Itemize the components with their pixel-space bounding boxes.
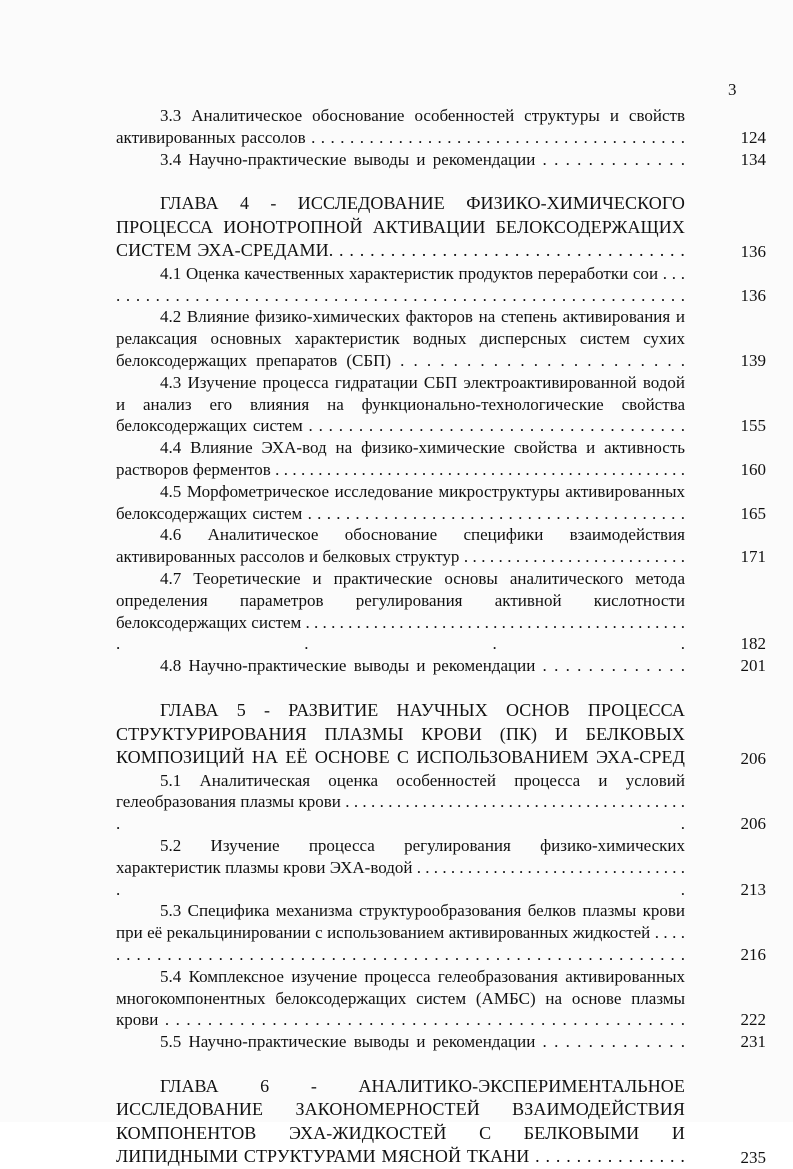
toc-entry-page: 213 <box>740 879 766 899</box>
toc-chapter-4 <box>116 192 766 263</box>
toc-entry-title: 4.2 Влияние физико-химических факторов на степень активирования и релаксация основных характеристик водных дисперсных систем сухих белоксодержащих препаратов (СБП) . . . . . . . . . . . . . . . . . . . . . . <box>116 307 685 371</box>
toc-entry-title: 5.4 Комплексное изучение процесса гелеобразования активированных многокомпонентных белоксодержащих систем (АМБС) на основе плазмы крови . . . . . . . . . . . . . . . . . . . . . . . . . . . . . . . . . . . . . . . . . . . . . . . . . <box>116 966 685 1030</box>
toc-entry-page: 182 <box>740 634 766 654</box>
toc-entry-page: 165 <box>740 503 766 523</box>
toc-entry-title: 3.3 Аналитическое обоснование особенностей структуры и свойств активированных рассолов . . . . . . . . . . . . . . . . . . . . . . . . . . . . . . . . . . . . . . . <box>116 106 685 147</box>
toc-chapter-5 <box>116 699 766 770</box>
toc-entry-title: 4.1 Оценка качественных характеристик продуктов переработки сои . . . . . . . . . . . . . . . . . . . . . . . . . . . . . . . . . . . . . . . . . . . . . . . . . . . . . . . . . . . . . <box>116 263 685 305</box>
toc-chapter-title: ГЛАВА 4 - ИССЛЕДОВАНИЕ ФИЗИКО-ХИМИЧЕСКОГО ПРОЦЕССА ИОНОТРОПНОЙ АКТИВАЦИИ БЕЛОКСОДЕРЖАЩИХ СИСТЕМ ЭХА-СРЕДАМИ. . . . . . . . . . . . . . . . . . . . . . . . . . . . . . . . . . . <box>116 193 685 261</box>
toc-entry-page: 134 <box>740 149 766 169</box>
toc-entry-5-5 <box>116 1031 766 1053</box>
toc-entry-4-6 <box>116 524 766 568</box>
toc-entry-4-3 <box>116 372 766 437</box>
toc-entry-4-2 <box>116 306 766 371</box>
toc-entry-title: 5.5 Научно-практические выводы и рекомендации . . . . . . . . . . . . . <box>160 1032 685 1052</box>
toc-entry-title: 4.8 Научно-практические выводы и рекомендации . . . . . . . . . . . . . <box>160 656 685 676</box>
toc-entry-page: 136 <box>740 242 766 262</box>
toc-entry-page: 206 <box>740 814 766 834</box>
toc-entry-page: 235 <box>740 1148 766 1168</box>
toc-entry-4-1 <box>116 263 766 307</box>
toc-chapter-title: ГЛАВА 6 - АНАЛИТИКО-ЭКСПЕРИМЕНТАЛЬНОЕ ИССЛЕДОВАНИЕ ЗАКОНОМЕРНОСТЕЙ ВЗАИМОДЕЙСТВИЯ КОМПОНЕНТОВ ЭХА-ЖИДКОСТЕЙ С БЕЛКОВЫМИ И ЛИПИДНЫМИ СТРУКТУРАМИ МЯСНОЙ ТКАНИ . . . . . . . . . . . . . . . <box>116 1075 685 1167</box>
toc-entry-5-3 <box>116 900 766 965</box>
toc-entry-5-1 <box>116 770 766 835</box>
toc-entry-5-4 <box>116 966 766 1031</box>
toc-entry-3-3 <box>116 105 766 149</box>
table-of-contents <box>116 105 766 1169</box>
toc-entry-page: 201 <box>740 656 766 676</box>
toc-entry-title: 4.4 Влияние ЭХА-вод на физико-химические свойства и активность растворов ферментов . . . . . . . . . . . . . . . . . . . . . . . . . . . . . . . . . . . . . . . . . . . . . . . . <box>116 438 685 480</box>
toc-entry-page: 160 <box>740 460 766 480</box>
toc-entry-4-7 <box>116 568 766 655</box>
toc-entry-3-4 <box>116 149 766 171</box>
page-number: 3 <box>728 80 737 99</box>
toc-entry-page: 139 <box>740 351 766 371</box>
toc-entry-title: 4.6 Аналитическое обоснование специфики взаимодействия активированных рассолов и белковых структур . . . . . . . . . . . . . . . . . . . . . . . . . . <box>116 525 685 567</box>
toc-entry-page: 136 <box>740 285 766 305</box>
toc-entry-5-2 <box>116 835 766 900</box>
toc-entry-title: 5.3 Специфика механизма структурообразования белков плазмы крови при её рекальцинировании с использованием активированных жидкостей . . . . . . . . . . . . . . . . . . . . . . . . . . . . . . . . . . . . . . . . . . . . . . . . . . . . . . . . . . . . <box>116 901 685 964</box>
toc-entry-title: 5.2 Изучение процесса регулирования физико-химических характеристик плазмы крови ЭХА-водой . . . . . . . . . . . . . . . . . . . . . . . . . . . . . . . . . . <box>116 835 685 899</box>
toc-entry-title: 4.7 Теоретические и практические основы аналитического метода определения параметров регулирования активной кислотности белоксодержащих систем . . . . . . . . . . . . . . . . . . . . . . . . . . . . . . . . . . . . . . . . . . . . . . . . . <box>116 569 685 654</box>
toc-chapter-title: ГЛАВА 5 - РАЗВИТИЕ НАУЧНЫХ ОСНОВ ПРОЦЕССА СТРУКТУРИРОВАНИЯ ПЛАЗМЫ КРОВИ (ПК) И БЕЛКОВЫХ КОМПОЗИЦИЙ НА ЕЁ ОСНОВЕ С ИСПОЛЬЗОВАНИЕМ ЭХА-СРЕД <box>116 700 685 768</box>
toc-entry-page: 155 <box>740 416 766 436</box>
toc-entry-title: 5.1 Аналитическая оценка особенностей процесса и условий гелеобразования плазмы крови . . . . . . . . . . . . . . . . . . . . . . . . . . . . . . . . . . . . . . . . . . <box>116 770 685 834</box>
toc-entry-page: 171 <box>740 547 766 567</box>
toc-entry-page: 206 <box>740 748 766 768</box>
toc-entry-page: 222 <box>740 1010 766 1030</box>
toc-entry-4-4 <box>116 437 766 481</box>
toc-entry-page: 124 <box>740 127 766 147</box>
toc-entry-title: 4.3 Изучение процесса гидратации СБП электроактивированной водой и анализ его влияния на функционально-технологические свойства белоксодержащих систем . . . . . . . . . . . . . . . . . . . . . . . . . . . . . . . . . . . . . . <box>116 372 685 436</box>
toc-entry-title: 3.4 Научно-практические выводы и рекомендации . . . . . . . . . . . . . <box>160 149 685 169</box>
toc-entry-4-5 <box>116 481 766 525</box>
toc-entry-title: 4.5 Морфометрическое исследование микроструктуры активированных белоксодержащих систем . . . . . . . . . . . . . . . . . . . . . . . . . . . . . . . . . . . . . . . . <box>116 481 685 523</box>
toc-entry-page: 216 <box>740 944 766 964</box>
toc-entry-4-8 <box>116 655 766 677</box>
toc-entry-page: 231 <box>740 1032 766 1052</box>
